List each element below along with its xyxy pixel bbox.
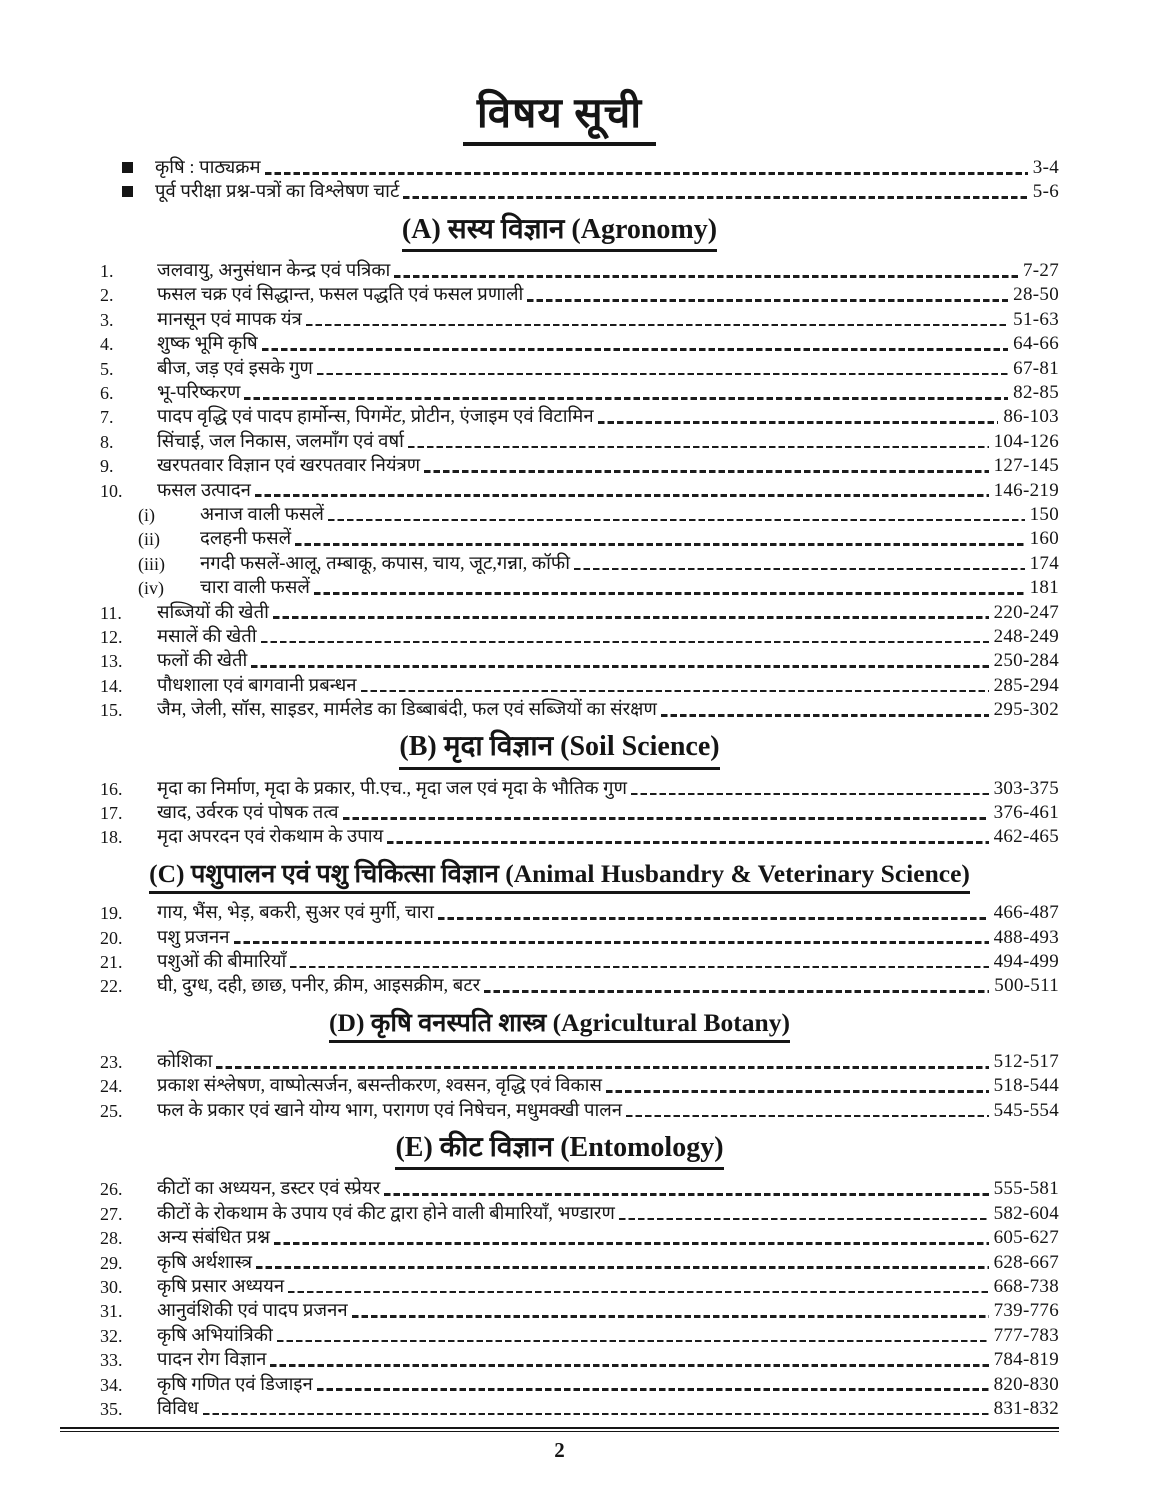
dotted-leader bbox=[244, 397, 1008, 400]
dotted-leader bbox=[295, 543, 1024, 546]
bullet-cell bbox=[60, 156, 155, 180]
item-label: अन्य संबंधित प्रश्न bbox=[157, 1228, 270, 1249]
section-heading-text: (E) कीट विज्ञान (Entomology) bbox=[395, 1132, 723, 1170]
dotted-leader bbox=[606, 1090, 989, 1093]
section-heading bbox=[60, 859, 1059, 894]
item-number: 33. bbox=[100, 1350, 123, 1371]
item-number: 26. bbox=[100, 1179, 123, 1200]
page-range: 5-6 bbox=[1032, 181, 1059, 203]
item-number: 16. bbox=[100, 778, 123, 799]
page-range: 146-219 bbox=[993, 479, 1059, 501]
dotted-leader bbox=[251, 665, 988, 668]
item-label: सिंचाई, जल निकास, जलमाँग एवं वर्षा bbox=[157, 431, 404, 452]
item-number: 1. bbox=[100, 261, 114, 282]
page-range: 86-103 bbox=[1003, 406, 1059, 428]
page-range: 104-126 bbox=[993, 430, 1059, 452]
bullet-cell bbox=[60, 180, 155, 204]
dotted-leader bbox=[424, 470, 988, 473]
dotted-leader bbox=[306, 324, 1008, 327]
page-range: 250-284 bbox=[993, 650, 1059, 672]
footer-divider bbox=[60, 1427, 1059, 1432]
item-label: खरपतवार विज्ञान एवं खरपतवार नियंत्रण bbox=[157, 456, 421, 477]
dotted-leader bbox=[527, 299, 1008, 302]
item-number: 5. bbox=[100, 358, 114, 379]
item-label: कृषि अर्थशास्त्र bbox=[157, 1252, 253, 1273]
item-label: फसल उत्पादन bbox=[157, 480, 251, 501]
toc-row bbox=[60, 332, 1059, 356]
toc-row bbox=[60, 1373, 1059, 1397]
item-label: मानसून एवं मापक यंत्र bbox=[157, 309, 302, 330]
item-number: 9. bbox=[100, 456, 114, 477]
item-number: 15. bbox=[100, 700, 123, 721]
item-label: दलहनी फसलें bbox=[200, 529, 292, 550]
item-number: (i) bbox=[138, 504, 155, 525]
item-label: मृदा अपरदन एवं रोकथाम के उपाय bbox=[157, 827, 384, 848]
item-number: 3. bbox=[100, 309, 114, 330]
page-range: 295-302 bbox=[993, 699, 1059, 721]
dotted-leader bbox=[352, 1315, 989, 1318]
item-number: 31. bbox=[100, 1301, 123, 1322]
page-range: 67-81 bbox=[1013, 357, 1059, 379]
page-range: 831-832 bbox=[993, 1397, 1059, 1419]
item-label: खाद, उर्वरक एवं पोषक तत्व bbox=[157, 803, 339, 824]
item-number: 13. bbox=[100, 651, 123, 672]
toc-row bbox=[60, 1251, 1059, 1275]
toc-row bbox=[60, 357, 1059, 381]
toc-row bbox=[60, 777, 1059, 801]
section-heading-text: (A) सस्य विज्ञान (Agronomy) bbox=[402, 214, 717, 252]
item-label: विविध bbox=[157, 1398, 199, 1419]
toc-row bbox=[60, 1299, 1059, 1323]
toc-row bbox=[60, 974, 1059, 998]
dotted-leader bbox=[256, 1266, 989, 1269]
item-number: 12. bbox=[100, 626, 123, 647]
page-range: 777-783 bbox=[993, 1324, 1059, 1346]
dotted-leader bbox=[574, 568, 1025, 571]
item-number: 21. bbox=[100, 951, 123, 972]
dotted-leader bbox=[626, 1115, 989, 1118]
dotted-leader bbox=[273, 616, 989, 619]
section-heading bbox=[60, 731, 1059, 769]
item-number: (iii) bbox=[138, 553, 165, 574]
dotted-leader bbox=[288, 1291, 988, 1294]
page-range: 127-145 bbox=[993, 455, 1059, 477]
dotted-leader bbox=[265, 172, 1028, 175]
dotted-leader bbox=[317, 1388, 989, 1391]
page-range: 160 bbox=[1029, 528, 1059, 550]
dotted-leader bbox=[274, 1242, 989, 1245]
item-label: प्रकाश संश्लेषण, वाष्पोत्सर्जन, बसन्तीकरण, श्वसन, वृद्धि एवं विकास bbox=[157, 1076, 602, 1097]
dotted-leader bbox=[277, 1340, 989, 1343]
item-number: 8. bbox=[100, 431, 114, 452]
item-label: जलवायु, अनुसंधान केन्द्र एवं पत्रिका bbox=[157, 261, 391, 282]
page-range: 7-27 bbox=[1022, 260, 1059, 282]
toc-row bbox=[60, 698, 1059, 722]
dotted-leader bbox=[255, 494, 989, 497]
toc-row bbox=[60, 1324, 1059, 1348]
item-number: 20. bbox=[100, 927, 123, 948]
item-label: पूर्व परीक्षा प्रश्न-पत्रों का विश्लेषण चार्ट bbox=[155, 182, 400, 203]
dotted-leader bbox=[343, 817, 989, 820]
toc-row bbox=[60, 625, 1059, 649]
item-number: 28. bbox=[100, 1228, 123, 1249]
item-label: गाय, भैंस, भेड़, बकरी, सुअर एवं मुर्गी, चारा bbox=[157, 903, 434, 924]
dotted-leader bbox=[203, 1413, 989, 1416]
toc-row bbox=[60, 1177, 1059, 1201]
item-number: 10. bbox=[100, 480, 123, 501]
toc-row bbox=[60, 503, 1059, 527]
section-heading bbox=[60, 1132, 1059, 1170]
page-range: 668-738 bbox=[993, 1275, 1059, 1297]
section-heading-text: (B) मृदा विज्ञान (Soil Science) bbox=[399, 731, 719, 769]
dotted-leader bbox=[261, 641, 989, 644]
toc-row bbox=[60, 950, 1059, 974]
toc-row bbox=[60, 926, 1059, 950]
item-number: 27. bbox=[100, 1203, 123, 1224]
section-heading-text: (D) कृषि वनस्पति शास्त्र (Agricultural Botany) bbox=[329, 1008, 790, 1043]
page-range: 582-604 bbox=[993, 1202, 1059, 1224]
item-number: (iv) bbox=[138, 578, 164, 599]
item-label: कृषि : पाठ्यक्रम bbox=[155, 158, 261, 179]
toc-row bbox=[60, 527, 1059, 551]
item-label: कीटों का अध्ययन, डस्टर एवं स्प्रेयर bbox=[157, 1179, 381, 1200]
dotted-leader bbox=[598, 421, 999, 424]
toc-row bbox=[60, 1226, 1059, 1250]
item-number: 29. bbox=[100, 1252, 123, 1273]
toc-row bbox=[60, 1050, 1059, 1074]
dotted-leader bbox=[314, 592, 1025, 595]
dotted-leader bbox=[262, 348, 1008, 351]
item-label: फल के प्रकार एवं खाने योग्य भाग, परागण एवं निषेचन, मधुमक्खी पालन bbox=[157, 1100, 623, 1121]
dotted-leader bbox=[234, 941, 989, 944]
page-range: 500-511 bbox=[994, 975, 1059, 997]
toc-row bbox=[60, 801, 1059, 825]
toc-row bbox=[60, 552, 1059, 576]
dotted-leader bbox=[387, 841, 988, 844]
item-label: मसालें की खेती bbox=[157, 626, 257, 647]
dotted-leader bbox=[270, 1364, 988, 1367]
page-range: 784-819 bbox=[993, 1349, 1059, 1371]
item-number: 32. bbox=[100, 1325, 123, 1346]
page-range: 462-465 bbox=[993, 826, 1059, 848]
footer-page-number: 2 bbox=[554, 1438, 565, 1463]
item-label: भू-परिष्करण bbox=[157, 383, 241, 404]
dotted-leader bbox=[631, 793, 989, 796]
dotted-leader bbox=[484, 990, 989, 993]
toc-row bbox=[60, 1275, 1059, 1299]
item-label: आनुवंशिकी एवं पादप प्रजनन bbox=[157, 1301, 348, 1322]
dotted-leader bbox=[408, 446, 989, 449]
front-matter-row bbox=[60, 156, 1059, 180]
dotted-leader bbox=[317, 373, 1008, 376]
page-range: 3-4 bbox=[1032, 157, 1059, 179]
item-number: 24. bbox=[100, 1076, 123, 1097]
filled-square-icon bbox=[122, 162, 133, 173]
toc-row bbox=[60, 1348, 1059, 1372]
page-range: 174 bbox=[1029, 552, 1059, 574]
item-number: 34. bbox=[100, 1374, 123, 1395]
item-label: नगदी फसलें-आलू, तम्बाकू, कपास, चाय, जूट,गन्ना, कॉफी bbox=[200, 553, 570, 574]
item-label: पादप वृद्धि एवं पादप हार्मोन्स, पिगमेंट, प्रोटीन, एंजाइम एवं विटामिन bbox=[157, 407, 594, 428]
item-number: 14. bbox=[100, 675, 123, 696]
toc-row bbox=[60, 649, 1059, 673]
toc-row bbox=[60, 601, 1059, 625]
filled-square-icon bbox=[122, 186, 133, 197]
item-label: मृदा का निर्माण, मृदा के प्रकार, पी.एच., मृदा जल एवं मृदा के भौतिक गुण bbox=[157, 778, 627, 799]
page-range: 64-66 bbox=[1013, 333, 1059, 355]
item-label: अनाज वाली फसलें bbox=[200, 504, 324, 525]
toc-row bbox=[60, 283, 1059, 307]
page-range: 545-554 bbox=[993, 1099, 1059, 1121]
item-number: 6. bbox=[100, 383, 114, 404]
page-range: 820-830 bbox=[993, 1373, 1059, 1395]
front-matter-row bbox=[60, 180, 1059, 204]
item-number: 18. bbox=[100, 827, 123, 848]
item-label: शुष्क भूमि कृषि bbox=[157, 334, 258, 355]
item-number: 4. bbox=[100, 334, 114, 355]
dotted-leader bbox=[619, 1218, 989, 1221]
toc-row bbox=[60, 1202, 1059, 1226]
page-range: 466-487 bbox=[993, 902, 1059, 924]
page-range: 28-50 bbox=[1013, 284, 1059, 306]
section-heading bbox=[60, 1008, 1059, 1043]
item-label: जैम, जेली, सॉस, साइडर, मार्मलेड का डिब्बाबंदी, फल एवं सब्जियों का संरक्षण bbox=[157, 700, 657, 721]
page-range: 285-294 bbox=[993, 674, 1059, 696]
item-label: सब्जियों की खेती bbox=[157, 602, 269, 623]
item-number: (ii) bbox=[138, 529, 160, 550]
toc-body bbox=[60, 156, 1059, 1421]
toc-row bbox=[60, 1074, 1059, 1098]
page-range: 512-517 bbox=[993, 1051, 1059, 1073]
item-label: कोशिका bbox=[157, 1052, 213, 1073]
item-label: पौधशाला एवं बागवानी प्रबन्धन bbox=[157, 675, 357, 696]
page-range: 303-375 bbox=[993, 777, 1059, 799]
item-number: 11. bbox=[100, 602, 122, 623]
toc-row bbox=[60, 901, 1059, 925]
item-number: 17. bbox=[100, 803, 123, 824]
toc-row bbox=[60, 454, 1059, 478]
dotted-leader bbox=[290, 966, 988, 969]
title-wrap bbox=[60, 92, 1059, 146]
dotted-leader bbox=[361, 690, 989, 693]
item-number: 19. bbox=[100, 903, 123, 924]
dotted-leader bbox=[403, 196, 1027, 199]
dotted-leader bbox=[438, 917, 989, 920]
page-range: 739-776 bbox=[993, 1300, 1059, 1322]
page-range: 220-247 bbox=[993, 601, 1059, 623]
toc-row bbox=[60, 479, 1059, 503]
dotted-leader bbox=[394, 275, 1018, 278]
item-label: फसल चक्र एवं सिद्धान्त, फसल पद्धति एवं फसल प्रणाली bbox=[157, 285, 524, 306]
item-number: 30. bbox=[100, 1276, 123, 1297]
page-range: 150 bbox=[1029, 503, 1059, 525]
dotted-leader bbox=[661, 714, 989, 717]
page-range: 555-581 bbox=[993, 1178, 1059, 1200]
item-label: घी, दुग्ध, दही, छाछ, पनीर, क्रीम, आइसक्रीम, बटर bbox=[157, 976, 481, 997]
item-number: 7. bbox=[100, 407, 114, 428]
page-range: 605-627 bbox=[993, 1227, 1059, 1249]
page-range: 494-499 bbox=[993, 950, 1059, 972]
toc-row bbox=[60, 576, 1059, 600]
item-number: 22. bbox=[100, 976, 123, 997]
page-range: 376-461 bbox=[993, 802, 1059, 824]
item-label: पशु प्रजनन bbox=[157, 927, 230, 948]
page-range: 51-63 bbox=[1013, 308, 1059, 330]
page-range: 518-544 bbox=[993, 1075, 1059, 1097]
toc-row bbox=[60, 674, 1059, 698]
toc-row bbox=[60, 1099, 1059, 1123]
dotted-leader bbox=[216, 1066, 988, 1069]
page-range: 628-667 bbox=[993, 1251, 1059, 1273]
item-number: 25. bbox=[100, 1100, 123, 1121]
item-label: कृषि गणित एवं डिजाइन bbox=[157, 1374, 313, 1395]
section-heading-text: (C) पशुपालन एवं पशु चिकित्सा विज्ञान (Animal Husbandry & Veterinary Science) bbox=[149, 859, 970, 894]
section-heading bbox=[60, 214, 1059, 252]
toc-row bbox=[60, 430, 1059, 454]
dotted-leader bbox=[384, 1193, 988, 1196]
item-label: कृषि अभियांत्रिकी bbox=[157, 1325, 273, 1346]
dotted-leader bbox=[328, 519, 1025, 522]
item-number: 2. bbox=[100, 285, 114, 306]
item-label: पशुओं की बीमारियाँ bbox=[157, 951, 287, 972]
item-label: बीज, जड़ एवं इसके गुण bbox=[157, 358, 313, 379]
page-range: 82-85 bbox=[1013, 382, 1059, 404]
item-number: 23. bbox=[100, 1052, 123, 1073]
item-label: चारा वाली फसलें bbox=[200, 578, 310, 599]
item-label: फलों की खेती bbox=[157, 651, 248, 672]
page-title: विषय सूची bbox=[463, 92, 656, 146]
page-range: 488-493 bbox=[993, 926, 1059, 948]
toc-row bbox=[60, 825, 1059, 849]
item-label: पादन रोग विज्ञान bbox=[157, 1350, 267, 1371]
item-label: कीटों के रोकथाम के उपाय एवं कीट द्वारा होने वाली बीमारियाँ, भण्डारण bbox=[157, 1203, 615, 1224]
toc-row bbox=[60, 308, 1059, 332]
item-number: 35. bbox=[100, 1398, 123, 1419]
item-label: कृषि प्रसार अध्ययन bbox=[157, 1276, 285, 1297]
toc-row bbox=[60, 1397, 1059, 1421]
page-range: 181 bbox=[1029, 577, 1059, 599]
toc-row bbox=[60, 381, 1059, 405]
page-range: 248-249 bbox=[993, 625, 1059, 647]
toc-row bbox=[60, 405, 1059, 429]
toc-row bbox=[60, 259, 1059, 283]
